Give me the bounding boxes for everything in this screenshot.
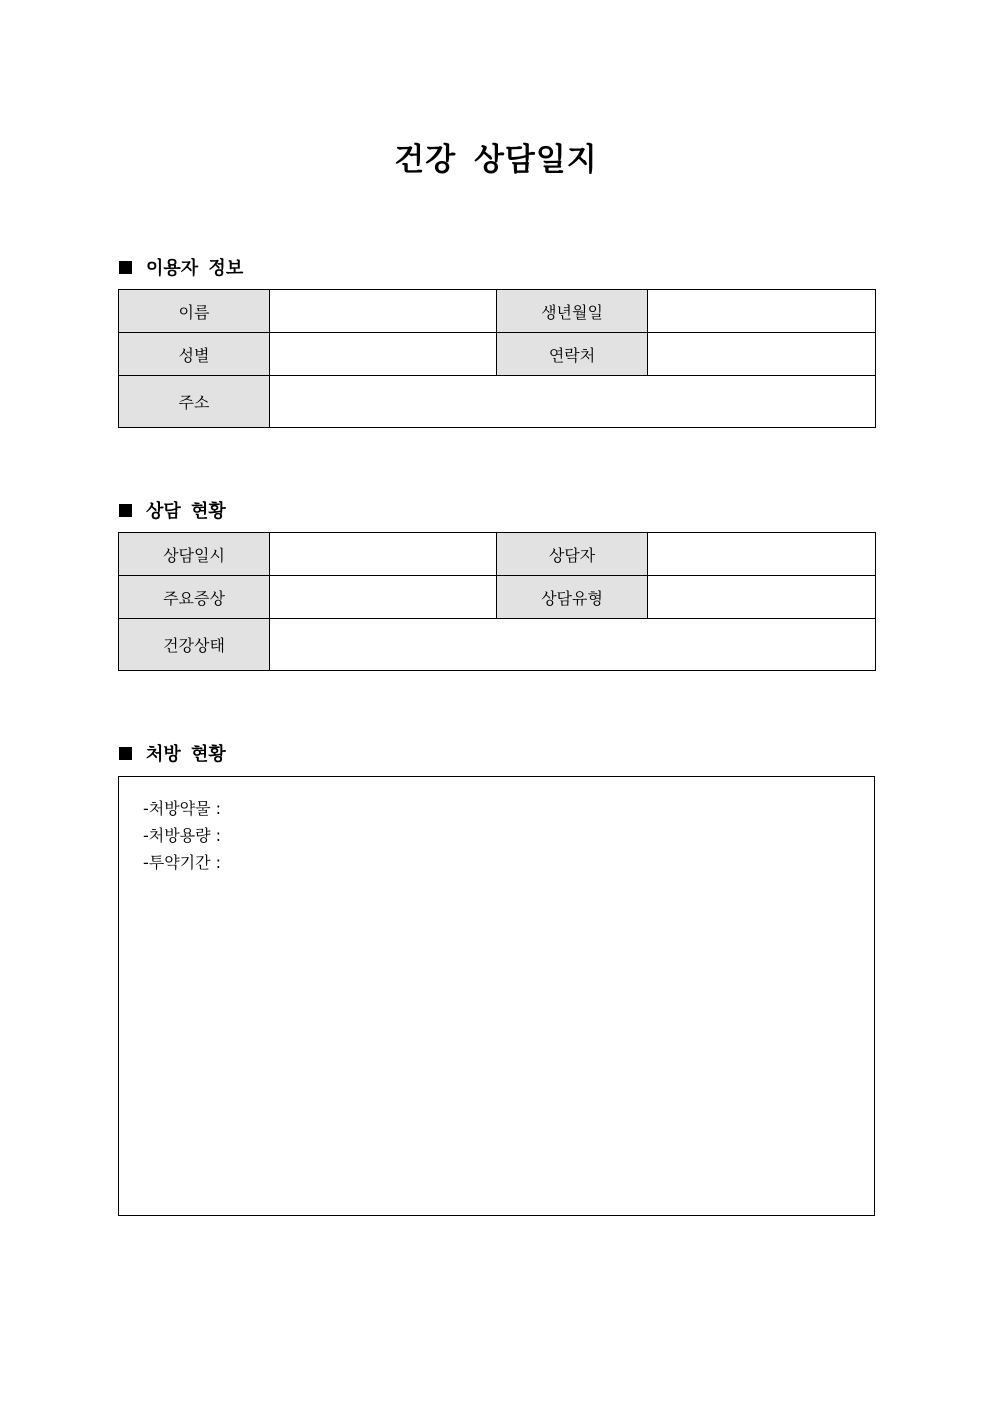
table-row xyxy=(119,290,876,333)
gender-field[interactable] xyxy=(270,333,497,376)
datetime-field[interactable] xyxy=(270,533,497,576)
section-heading-user-info xyxy=(119,254,243,280)
section-heading-text: 상담 현황 xyxy=(146,501,226,522)
counselor-label: 상담자 xyxy=(497,533,648,576)
main-symptom-label: 주요증상 xyxy=(119,576,270,619)
list-item: -처방약물 : xyxy=(143,799,222,818)
square-bullet-icon xyxy=(119,504,132,517)
section-heading-text: 이용자 정보 xyxy=(146,258,244,279)
consultation-table xyxy=(118,532,876,671)
health-status-field[interactable] xyxy=(270,619,876,671)
table-row xyxy=(119,533,876,576)
main-symptom-field[interactable] xyxy=(270,576,497,619)
user-info-table xyxy=(118,289,876,428)
name-field[interactable] xyxy=(270,290,497,333)
list-item: -투약기간 : xyxy=(143,853,222,872)
square-bullet-icon xyxy=(119,261,132,274)
prescription-box[interactable] xyxy=(118,776,875,1216)
birthdate-field[interactable] xyxy=(648,290,876,333)
datetime-label: 상담일시 xyxy=(119,533,270,576)
contact-label: 연락처 xyxy=(497,333,648,376)
name-label: 이름 xyxy=(119,290,270,333)
table-row xyxy=(119,619,876,671)
counselor-field[interactable] xyxy=(648,533,876,576)
table-row xyxy=(119,376,876,428)
health-status-label: 건강상태 xyxy=(119,619,270,671)
square-bullet-icon xyxy=(119,747,132,760)
birthdate-label: 생년월일 xyxy=(497,290,648,333)
prescription-list xyxy=(119,777,874,876)
page-title: 건강 상담일지 xyxy=(394,142,598,178)
list-item: -처방용량 : xyxy=(143,826,222,845)
table-row xyxy=(119,576,876,619)
section-heading-text: 처방 현황 xyxy=(146,744,226,765)
table-row xyxy=(119,333,876,376)
consult-type-field[interactable] xyxy=(648,576,876,619)
section-heading-consultation xyxy=(119,497,226,523)
gender-label: 성별 xyxy=(119,333,270,376)
contact-field[interactable] xyxy=(648,333,876,376)
section-heading-prescription xyxy=(119,740,226,766)
address-label: 주소 xyxy=(119,376,270,428)
consult-type-label: 상담유형 xyxy=(497,576,648,619)
address-field[interactable] xyxy=(270,376,876,428)
